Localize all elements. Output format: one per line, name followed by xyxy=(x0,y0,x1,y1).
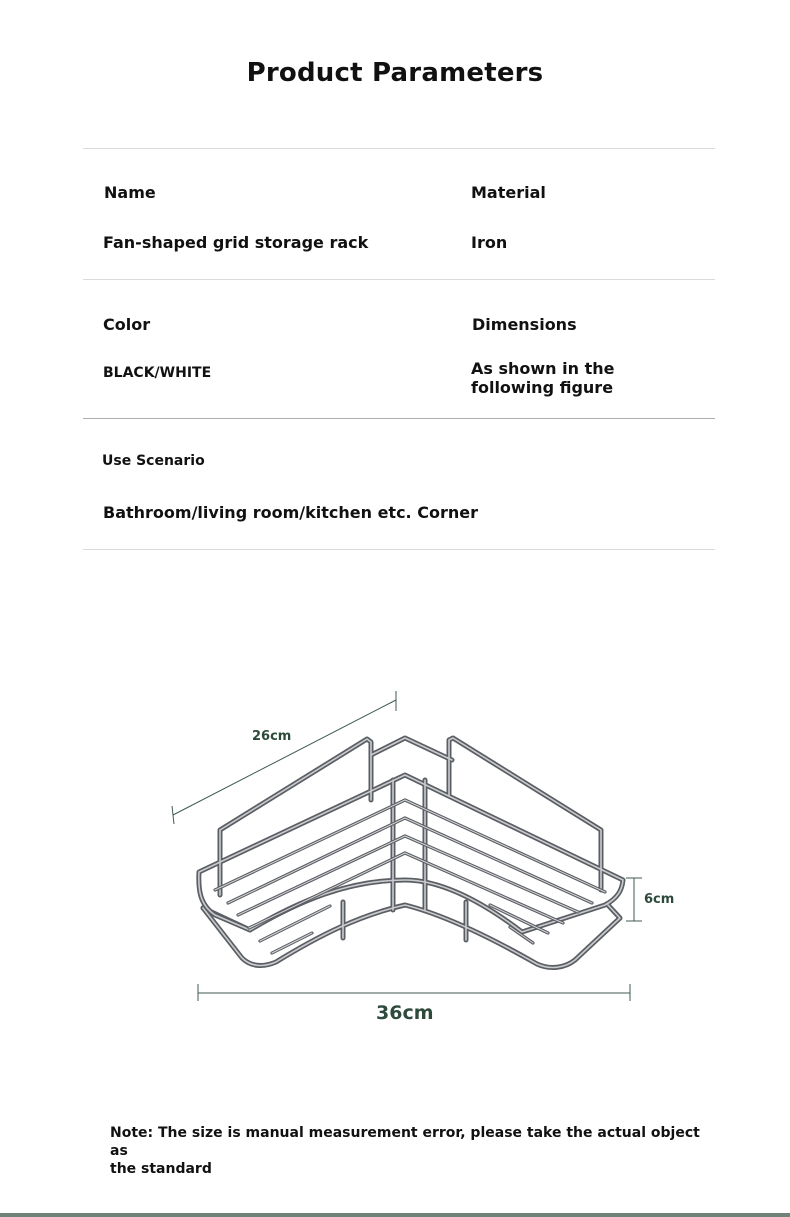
material-value: Iron xyxy=(471,233,508,252)
dimensions-value-line2: following figure xyxy=(471,378,614,397)
color-value: BLACK/WHITE xyxy=(103,365,212,381)
dimensions-value-line1: As shown in the xyxy=(471,359,615,378)
page-title: Product Parameters xyxy=(246,58,544,88)
use-scenario-label: Use Scenario xyxy=(102,453,205,469)
note-line-1: Note: The size is manual measurement error, please take the actual object as xyxy=(110,1125,700,1159)
name-label: Name xyxy=(104,183,156,202)
bottom-bar xyxy=(0,1213,790,1217)
use-scenario-value: Bathroom/living room/kitchen etc. Corner xyxy=(103,503,478,522)
name-value: Fan-shaped grid storage rack xyxy=(103,233,369,252)
depth-dimension-label: 26cm xyxy=(252,729,292,744)
width-dimension-label: 36cm xyxy=(376,1002,434,1024)
note-line-2: the standard xyxy=(110,1161,212,1177)
material-label: Material xyxy=(471,183,546,202)
rack-wires xyxy=(199,738,623,967)
height-dimension-label: 6cm xyxy=(644,892,675,907)
dimensions-label: Dimensions xyxy=(472,315,577,334)
color-label: Color xyxy=(103,315,151,334)
note-text xyxy=(110,1124,700,1178)
